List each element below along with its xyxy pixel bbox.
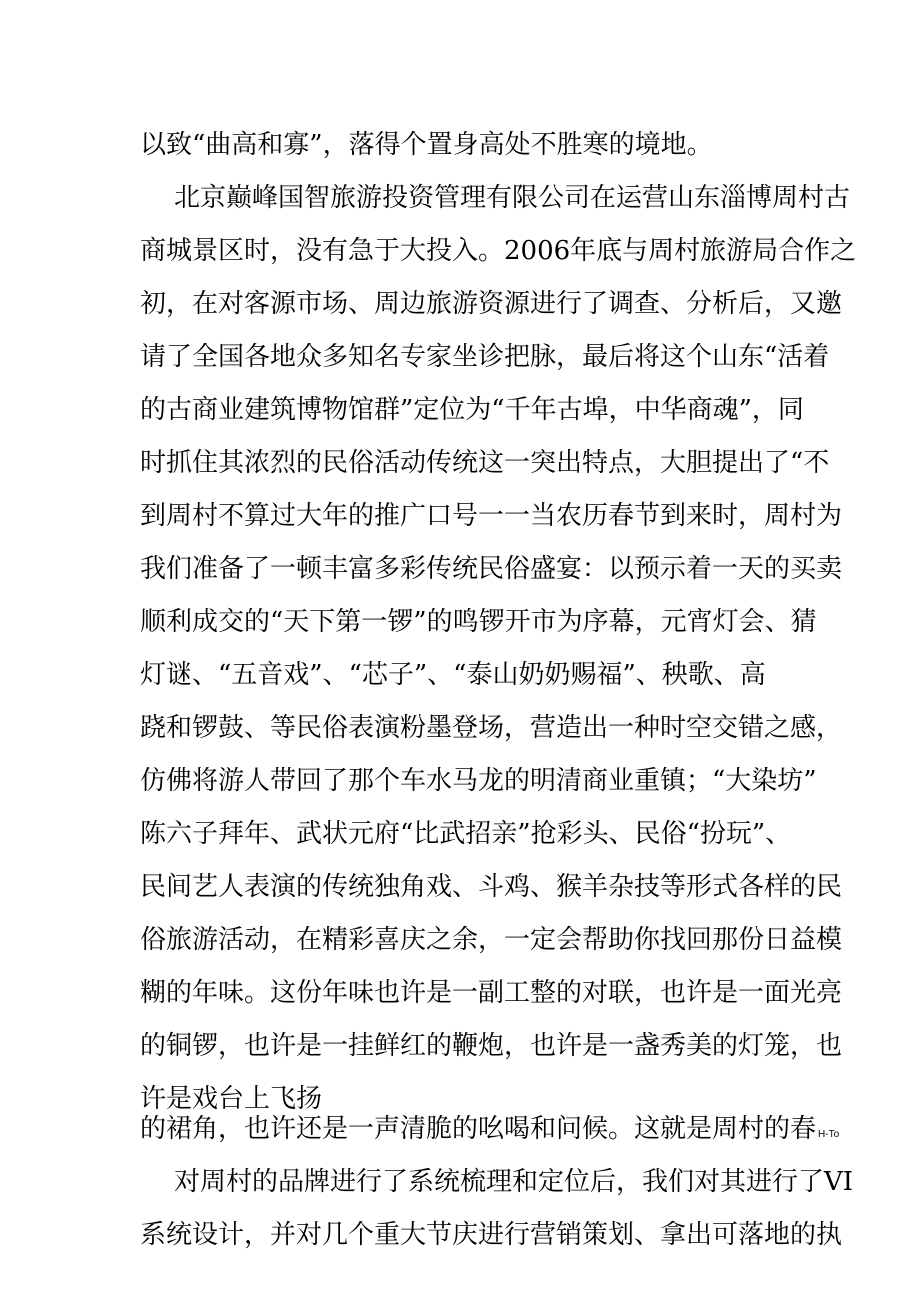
paragraph-first-line: 北京巅峰国智旅游投资管理有限公司在运营山东淄博周村古 [174, 183, 851, 213]
text-line: 俗旅游活动，在精彩喜庆之余，一定会帮助你找回那份日益模 [140, 925, 843, 955]
text-line: 许是戏台上飞扬 [140, 1084, 323, 1114]
text-line: 陈六子拜年、武状元府“比武招亲”抢彩头、民俗“扮玩”、 [140, 819, 792, 849]
text-line: 糊的年味。这份年味也许是一副工整的对联，也许是一面光亮 [140, 978, 843, 1008]
text-line: 到周村不算过大年的推广口号一一当农历春节到来时，周村为 [140, 501, 843, 531]
trailing-mark: H-To [818, 1129, 840, 1140]
text-line: 灯谜、“五音戏”、“芯子”、“泰山奶奶赐福”、秧歌、高 [140, 660, 766, 690]
text-line: 民间艺人表演的传统独角戏、斗鸡、猴羊杂技等形式各样的民 [140, 872, 843, 902]
text-line: 的古商业建筑博物馆群”定位为“千年古埠，中华商魂”，同 [140, 395, 804, 425]
paragraph-first-line: 对周村的品牌进行了系统梳理和定位后，我们对其进行了VI [174, 1167, 854, 1197]
text-line: 顺利成交的“天下第一锣”的鸣锣开市为序幕，元宵灯会、猜 [140, 607, 817, 637]
text-line: 系统设计，并对几个重大节庆进行营销策划、拿出可落地的执 [140, 1220, 843, 1250]
text-line: 的铜锣，也许是一挂鲜红的鞭炮，也许是一盏秀美的灯笼，也 [140, 1031, 843, 1061]
text-line: 时抓住其浓烈的民俗活动传统这一突出特点，大胆提出了“不 [140, 448, 830, 478]
text-line: 跷和锣鼓、等民俗表演粉墨登场，营造出一种时空交错之感， [140, 713, 843, 743]
text-line: 以致“曲高和寡”，落得个置身高处不胜寒的境地。 [140, 130, 713, 160]
text-line: 请了全国各地众多知名专家坐诊把脉，最后将这个山东“活着 [140, 342, 830, 372]
text-line: 商城景区时，没有急于大投入。2006年底与周村旅游局合作之 [140, 236, 857, 266]
text-line: 仿佛将游人带回了那个车水马龙的明清商业重镇；“大染坊” [140, 766, 817, 796]
text-line: 我们准备了一顿丰富多彩传统民俗盛宴：以预示着一天的买卖 [140, 554, 843, 584]
text-line-with-mark [140, 1114, 840, 1150]
text-line: 初，在对客源市场、周边旅游资源进行了调查、分析后，又邀 [140, 289, 843, 319]
text-line: 的裙角，也许还是一声清脆的吆喝和问候。这就是周村的春 [140, 1114, 817, 1144]
